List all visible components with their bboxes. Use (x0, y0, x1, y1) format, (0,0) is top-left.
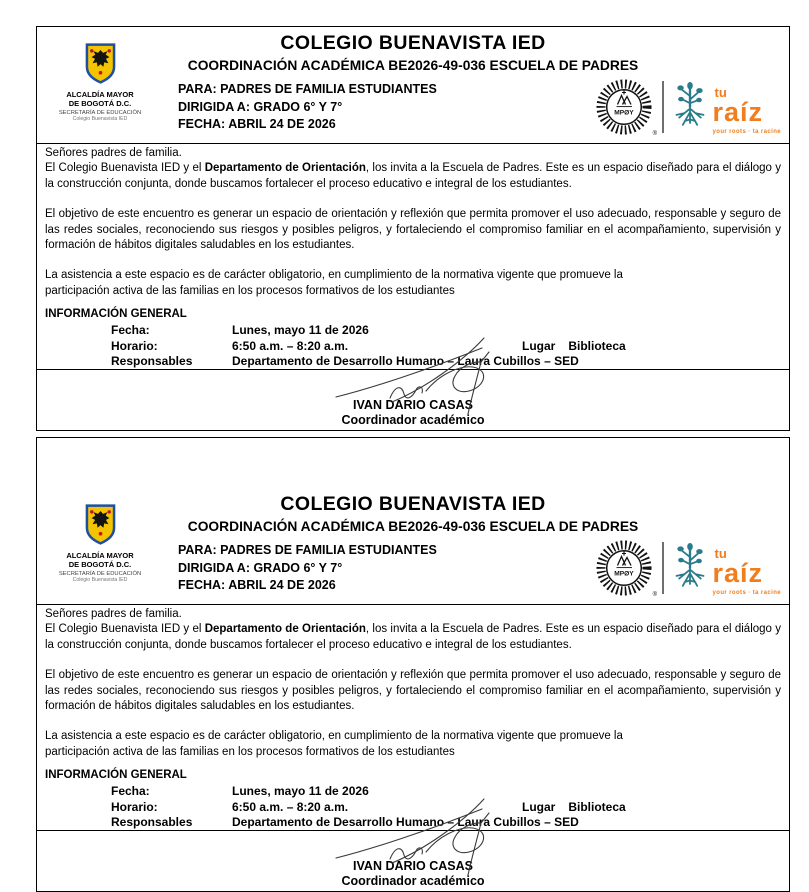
turaiz-wordmark (713, 547, 781, 597)
notice-copy (36, 26, 790, 431)
info-row-responsables (45, 354, 781, 370)
info-row-horario (45, 800, 781, 816)
bogota-coat-of-arms-icon (85, 532, 116, 549)
fecha-label: Fecha: (111, 783, 150, 798)
paragraph-attendance (45, 729, 781, 760)
signer-name: IVAN DARIO CASAS (353, 859, 473, 873)
svg-text:MPØY: MPØY (614, 570, 634, 578)
turaiz-word-raiz: raíz (712, 557, 764, 588)
signer-role: Coordinador académico (341, 413, 485, 427)
orientation-dept-bold: Departamento de Orientación (204, 623, 366, 636)
registered-mark: ® (652, 131, 658, 137)
stamp-logo-icon (594, 538, 658, 598)
turaiz-tagline: your roots · ta racine (712, 589, 781, 596)
info-heading: INFORMACIÓN GENERAL (45, 769, 187, 782)
orientation-dept-bold: Departamento de Orientación (204, 162, 366, 175)
invitation-text: El Colegio Buenavista IED y el (45, 162, 205, 175)
seal-caption-line3: SECRETARÍA DE EDUCACIÓN (58, 109, 142, 116)
paragraph-invitation (45, 161, 781, 192)
seal-caption-line2: DE BOGOTÁ D.C. (68, 560, 132, 570)
invitation-text-rest: , los invita a la Escuela de Padres. Este es un espacio diseñado para el diálogo y la construcción conjunta, donde buscamos fortalecer el proceso educativo e integral de los estudiantes. (45, 162, 781, 190)
turaiz-wordmark (713, 86, 781, 136)
logos-block (594, 538, 781, 598)
bogota-coat-of-arms-icon (85, 71, 116, 88)
meta-block (178, 81, 437, 134)
meta-para: PARA: PADRES DE FAMILIA ESTUDIANTES (178, 82, 437, 96)
turaiz-word-raiz: raíz (712, 96, 764, 127)
logo-divider (662, 81, 664, 133)
horario-label: Horario: (111, 799, 158, 814)
responsables-label: Responsables (111, 354, 193, 369)
lugar-label: Lugar (522, 338, 556, 353)
paragraph-objective: El objetivo de este encuentro es generar un espacio de orientación y reflexión que permita promover el uso adecuado, responsable y seguro de las redes sociales, reconociendo sus riesgos y posibles peligros, y fortaleciendo el compromiso familiar en el acompañamiento, supervisión y formación de hábitos digitales saludables en los estudiantes. (45, 208, 781, 252)
coordination-subtitle: COORDINACIÓN ACADÉMICA BE2026-49-036 ESCUELA DE PADRES (187, 519, 639, 534)
meta-fecha: FECHA: ABRIL 24 DE 2026 (178, 578, 336, 592)
meta-block (178, 542, 437, 595)
invitation-text: El Colegio Buenavista IED y el (45, 623, 205, 636)
seal-caption-line2: DE BOGOTÁ D.C. (68, 99, 132, 109)
notice-body (37, 144, 789, 369)
logos-block (594, 77, 781, 137)
attendance-line2: participación activa de las familias en los procesos formativos de los estudiantes (45, 284, 455, 297)
notice-copy (36, 437, 790, 892)
responsables-value: Departamento de Desarrollo Humano – Laura Cubillos – SED (232, 354, 579, 369)
lugar-value: Biblioteca (568, 338, 626, 353)
lugar-group (522, 339, 626, 355)
header-inner (37, 488, 789, 604)
signer-name: IVAN DARIO CASAS (353, 398, 473, 412)
bogota-seal-block (51, 43, 149, 123)
fecha-value: Lunes, mayo 11 de 2026 (232, 322, 369, 337)
notice-header (37, 438, 789, 605)
attendance-line2: participación activa de las familias en los procesos formativos de los estudiantes (45, 745, 455, 758)
meta-dirigida: DIRIGIDA A: GRADO 6° Y 7° (178, 560, 343, 575)
seal-caption-line1: ALCALDÍA MAYOR (66, 551, 134, 561)
meta-para: PARA: PADRES DE FAMILIA ESTUDIANTES (178, 543, 437, 557)
info-row-horario (45, 339, 781, 355)
stamp-logo-icon (594, 77, 658, 137)
info-row-fecha (45, 784, 781, 800)
responsables-value: Departamento de Desarrollo Humano – Laura Cubillos – SED (232, 815, 579, 830)
registered-mark: ® (652, 592, 658, 598)
invitation-text-rest: , los invita a la Escuela de Padres. Este es un espacio diseñado para el diálogo y la construcción conjunta, donde buscamos fortalecer el proceso educativo e integral de los estudiantes. (45, 623, 781, 651)
meta-fecha: FECHA: ABRIL 24 DE 2026 (178, 117, 336, 131)
turaiz-logo (672, 540, 781, 597)
salutation: Señores padres de familia. (45, 147, 182, 159)
bogota-seal-block (51, 504, 149, 584)
seal-caption-line4: Colegio Buenavista IED (72, 116, 128, 123)
paragraph-attendance (45, 268, 781, 299)
attendance-line1: La asistencia a este espacio es de carácter obligatorio, en cumplimiento de la normativa vigente que promueve la (45, 730, 623, 743)
signature-section (37, 830, 789, 891)
fecha-value: Lunes, mayo 11 de 2026 (232, 783, 369, 798)
horario-label: Horario: (111, 338, 158, 353)
turaiz-word-tu: tu (714, 84, 727, 100)
fecha-label: Fecha: (111, 322, 150, 337)
seal-caption-line4: Colegio Buenavista IED (72, 577, 128, 584)
svg-text:MPØY: MPØY (614, 109, 634, 117)
turaiz-word-tu: tu (714, 545, 727, 561)
school-title: COLEGIO BUENAVISTA IED (280, 32, 546, 54)
school-title: COLEGIO BUENAVISTA IED (280, 493, 546, 515)
turaiz-tree-icon (672, 540, 708, 597)
turaiz-logo (672, 79, 781, 136)
responsables-label: Responsables (111, 815, 193, 830)
header-inner (37, 27, 789, 143)
signature-section (37, 369, 789, 430)
meta-dirigida: DIRIGIDA A: GRADO 6° Y 7° (178, 99, 343, 114)
paragraph-invitation (45, 622, 781, 653)
turaiz-tagline: your roots · ta racine (712, 128, 781, 135)
lugar-value: Biblioteca (568, 799, 626, 814)
seal-caption-line1: ALCALDÍA MAYOR (66, 90, 134, 100)
logo-divider (662, 542, 664, 594)
coordination-subtitle: COORDINACIÓN ACADÉMICA BE2026-49-036 ESCUELA DE PADRES (187, 58, 639, 73)
turaiz-tree-icon (672, 79, 708, 136)
salutation: Señores padres de familia. (45, 608, 182, 620)
notice-header (37, 27, 789, 144)
attendance-line1: La asistencia a este espacio es de carácter obligatorio, en cumplimiento de la normativa vigente que promueve la (45, 269, 623, 282)
info-heading: INFORMACIÓN GENERAL (45, 308, 187, 321)
paragraph-objective: El objetivo de este encuentro es generar un espacio de orientación y reflexión que permita promover el uso adecuado, responsable y seguro de las redes sociales, reconociendo sus riesgos y posibles peligros, y fortaleciendo el compromiso familiar en el acompañamiento, supervisión y formación de hábitos digitales saludables en los estudiantes. (45, 669, 781, 713)
seal-caption-line3: SECRETARÍA DE EDUCACIÓN (58, 570, 142, 577)
info-row-responsables (45, 815, 781, 831)
signer-role: Coordinador académico (341, 874, 485, 888)
horario-value: 6:50 a.m. – 8:20 a.m. (232, 338, 349, 353)
horario-value: 6:50 a.m. – 8:20 a.m. (232, 799, 349, 814)
lugar-label: Lugar (522, 799, 556, 814)
info-row-fecha (45, 323, 781, 339)
notice-body (37, 605, 789, 830)
lugar-group (522, 800, 626, 816)
